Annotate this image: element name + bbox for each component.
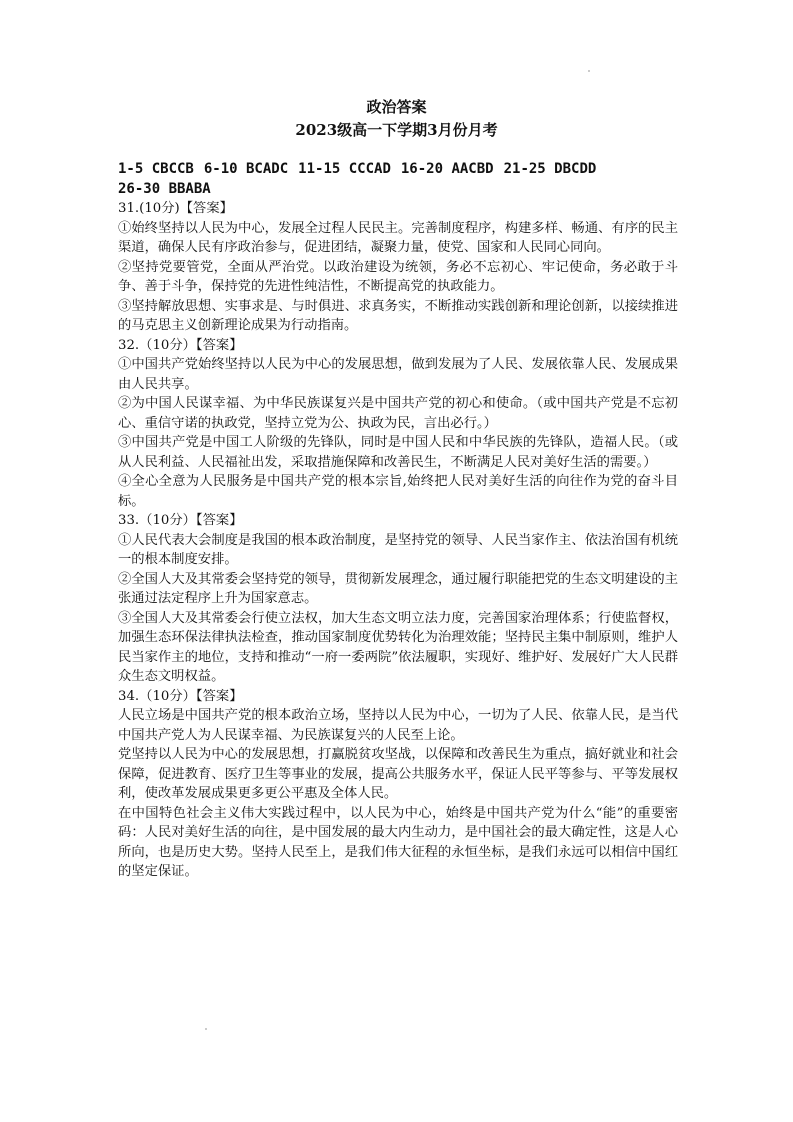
- question-heading: 32.（10分）【答案】: [118, 337, 243, 353]
- choice-group: 1-5 CBCCB: [118, 161, 194, 177]
- scan-speck: [205, 1028, 207, 1030]
- answer-paragraph: ①中国共产党始终坚持以人民为中心的发展思想，做到发展为了人民、发展依靠人民、发展成果由人民共享。: [118, 357, 678, 392]
- answer-paragraph: ②全国人大及其常委会坚持党的领导，贯彻新发展理念，通过履行职能把党的生态文明建设的主张通过法定程序上升为国家意志。: [118, 571, 678, 606]
- page-subtitle: 2023级高一下学期3月份月考: [295, 121, 498, 139]
- question-heading: 31.(10分)【答案】: [118, 201, 233, 216]
- question-32: [118, 336, 678, 512]
- choice-answers: [118, 159, 678, 199]
- answer-paragraph: ③全国人大及其常委会行使立法权，加大生态文明立法力度，完善国家治理体系；行使监督权，加强生态环保法律执法检查，推动国家制度优势转化为治理效能；坚持民主集中制原则，维护人民当家作主的地位，支持和推动“一府一委两院”依法履职，实现好、维护好、发展好广大人民群众生态文明权益。: [118, 610, 678, 684]
- question-31: [118, 199, 678, 336]
- answer-paragraph: ①人民代表大会制度是我国的根本政治制度，是坚持党的领导、人民当家作主、依法治国有机统一的根本制度安排。: [118, 532, 678, 567]
- choice-group: 26-30 BBABA: [118, 181, 211, 197]
- question-heading: 34.（10分）【答案】: [118, 688, 243, 704]
- choice-group: 11-15 CCCAD: [298, 161, 391, 177]
- answer-paragraph: ①始终坚持以人民为中心，发展全过程人民民主。完善制度程序，构建多样、畅通、有序的民主渠道，确保人民有序政治参与，促进团结，凝聚力量，使党、国家和人民同心同向。: [118, 220, 678, 255]
- page-title: 政治答案: [366, 98, 427, 116]
- answer-paragraph: ②坚持党要管党，全面从严治党。以政治建设为统领，务必不忘初心、牢记使命，务必敢于斗争、善于斗争，保持党的先进性纯洁性，不断提高党的执政能力。: [118, 259, 678, 294]
- question-34: [118, 687, 678, 882]
- answer-paragraph: ③坚持解放思想、实事求是、与时俱进、求真务实，不断推动实践创新和理论创新，以接续推进的马克思主义创新理论成果为行动指南。: [118, 298, 678, 333]
- scan-speck: [588, 70, 590, 72]
- choice-group: 6-10 BCADC: [203, 161, 289, 177]
- answer-paragraph: 在中国特色社会主义伟大实践过程中，以人民为中心，始终是中国共产党为什么“能”的重要密码：人民对美好生活的向往，是中国发展的最大内生动力，是中国社会的最大确定性，这是人心所向，也是历史大势。坚持人民至上，是我们伟大征程的永恒坐标，是我们永远可以相信中国红的坚定保证。: [118, 805, 678, 879]
- answer-paragraph: 人民立场是中国共产党的根本政治立场，坚持以人民为中心，一切为了人民、依靠人民，是当代中国共产党人为人民谋幸福、为民族谋复兴的人民至上论。: [118, 708, 678, 743]
- answer-paragraph: ②为中国人民谋幸福、为中华民族谋复兴是中国共产党的初心和使命。（或中国共产党是不忘初心、重信守诺的执政党，坚持立党为公、执政为民，言出必行。）: [118, 396, 678, 431]
- choice-answers-line-1: [118, 159, 678, 179]
- answer-paragraph: ④全心全意为人民服务是中国共产党的根本宗旨,始终把人民对美好生活的向往作为党的奋斗目标。: [118, 474, 678, 509]
- question-33: [118, 511, 678, 687]
- choice-group: 16-20 AACBD: [400, 161, 494, 177]
- answer-content: [118, 159, 678, 882]
- choice-answers-line-2: [118, 179, 678, 199]
- question-heading: 33.（10分）【答案】: [118, 513, 243, 528]
- answer-paragraph: 党坚持以人民为中心的发展思想，打赢脱贫攻坚战，以保障和改善民生为重点，搞好就业和社会保障，促进教育、医疗卫生等事业的发展，提高公共服务水平，保证人民平等参与、平等发展权利，使改革发展成果更多更公平惠及全体人民。: [118, 747, 678, 801]
- answer-paragraph: ③中国共产党是中国工人阶级的先锋队，同时是中国人民和中华民族的先锋队，造福人民。（或从人民利益、人民福祉出发，采取措施保障和改善民生，不断满足人民对美好生活的需要。）: [118, 435, 678, 470]
- choice-group: 21-25 DBCDD: [503, 161, 597, 177]
